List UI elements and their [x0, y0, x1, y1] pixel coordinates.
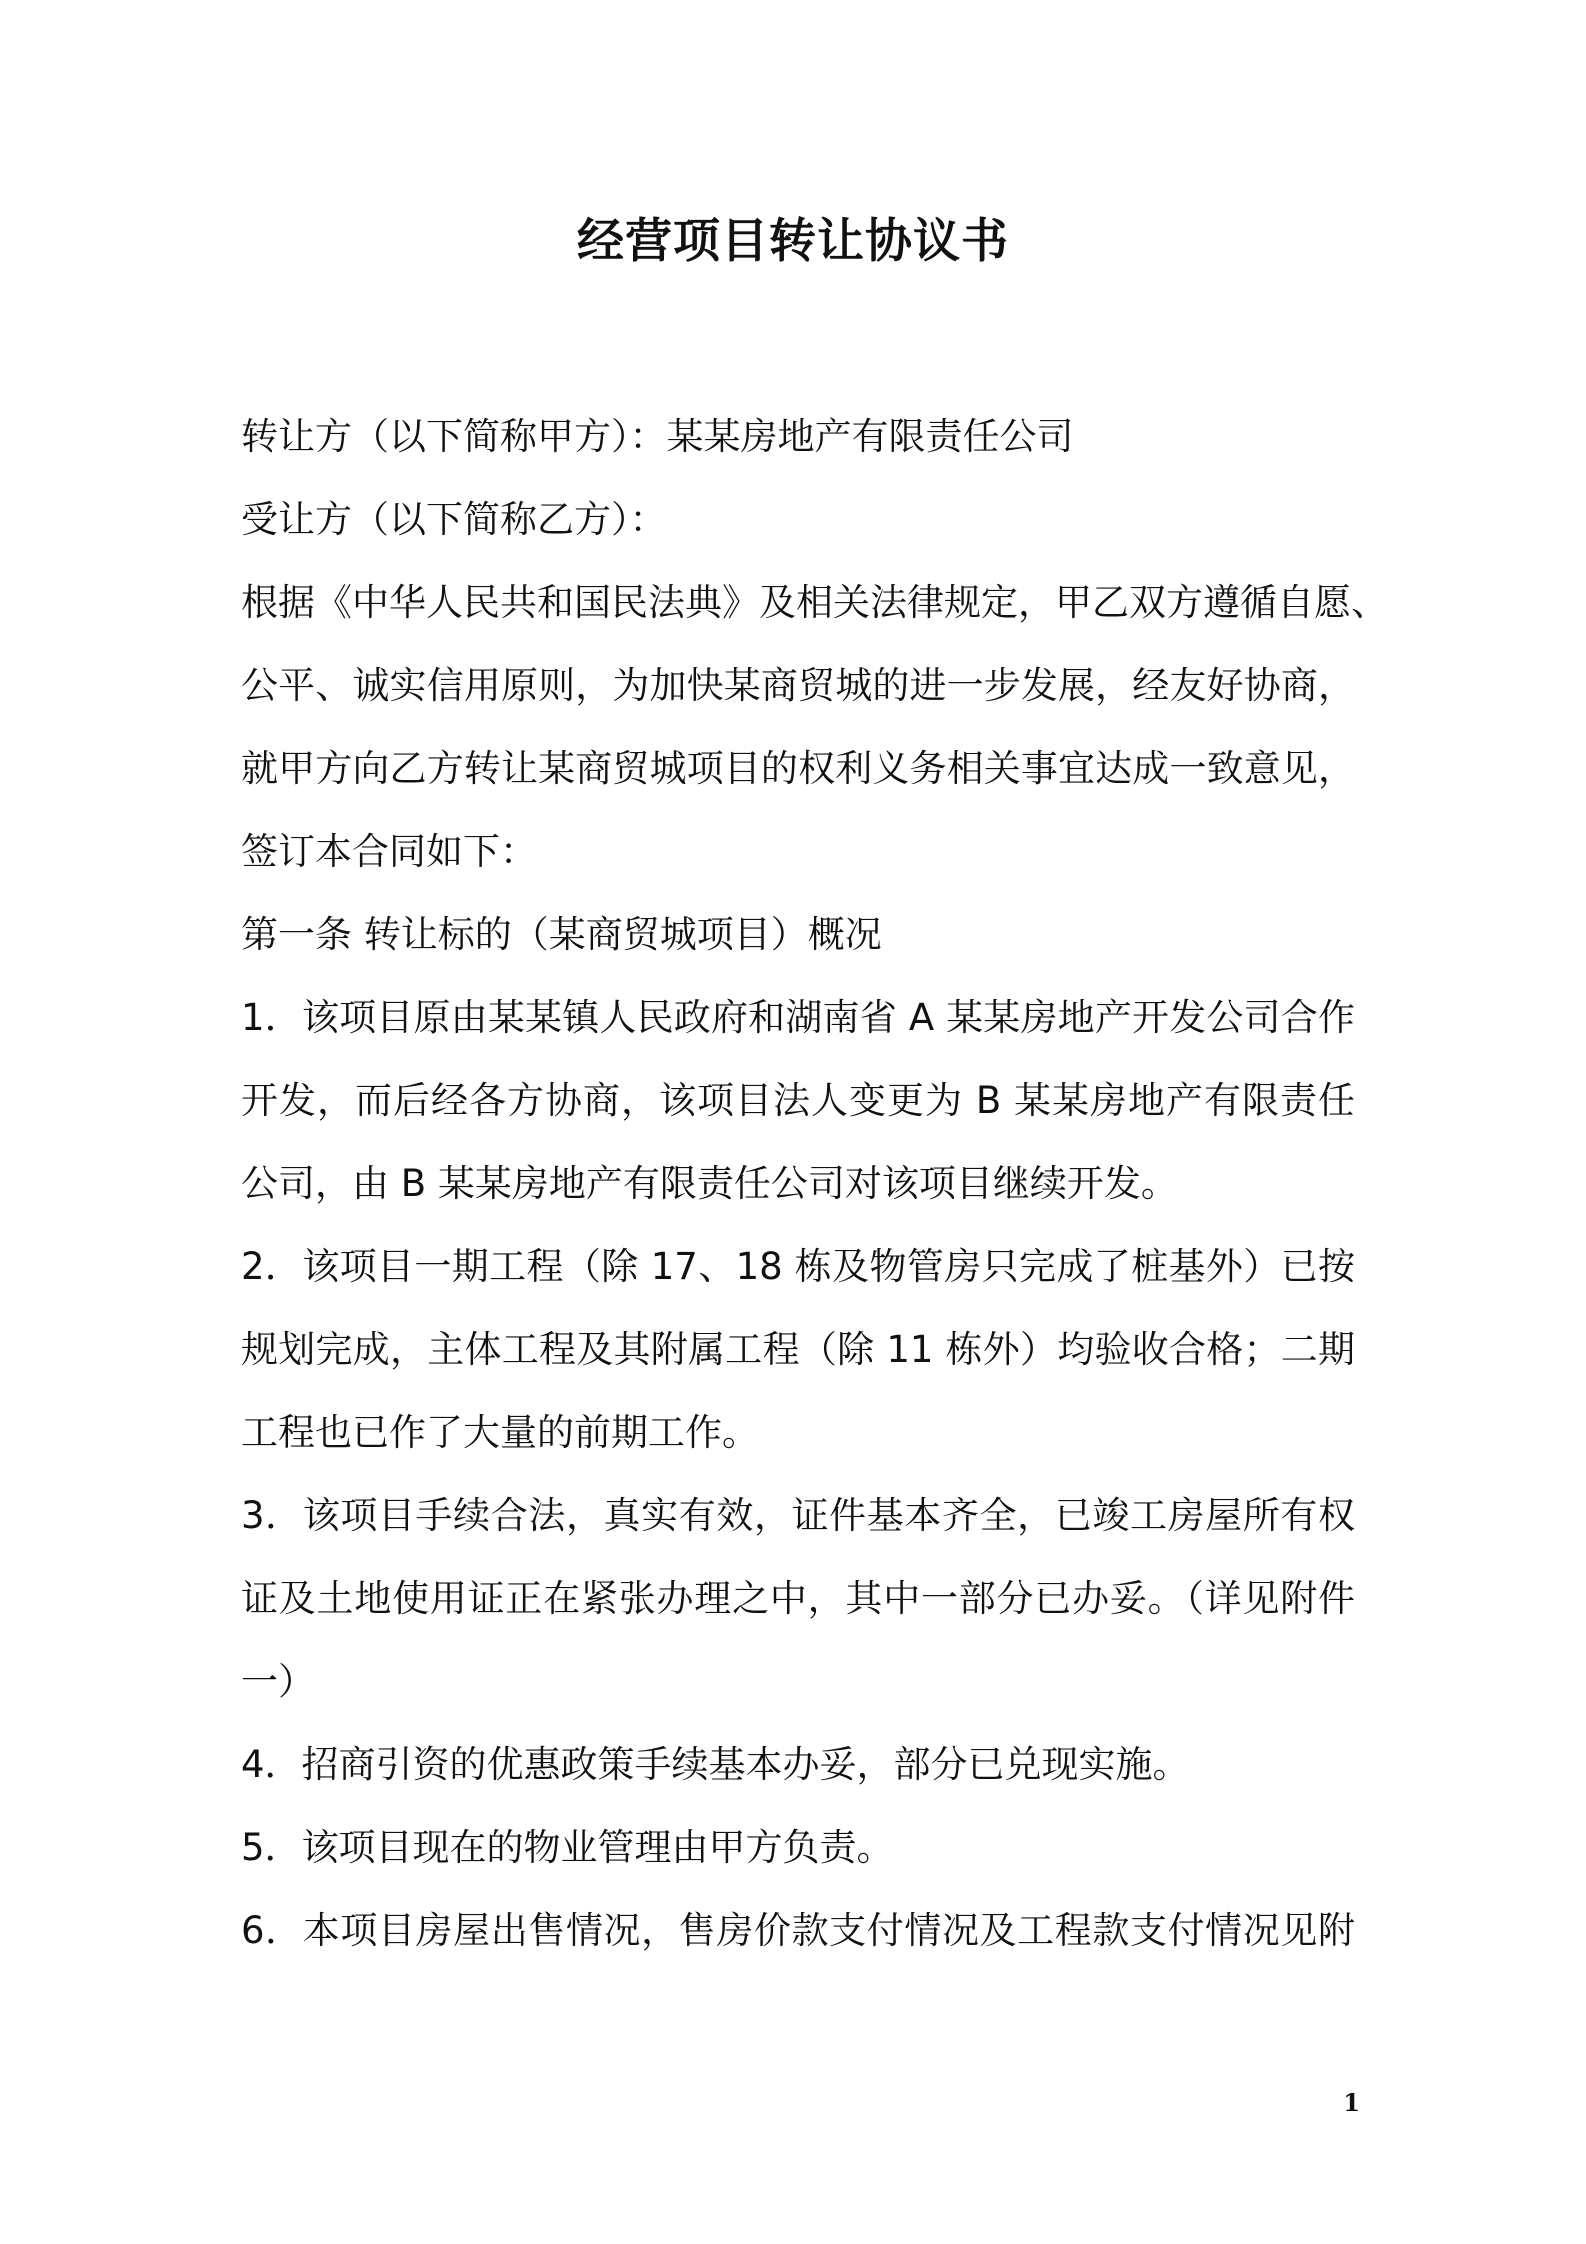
section-heading: 第一条 转让标的（某商贸城项目）概况 — [241, 913, 882, 956]
text-line-transferee: 受让方（以下简称乙方）： — [241, 498, 667, 541]
text-line: 签订本合同如下： — [241, 830, 537, 873]
text-line-transferor: 转让方（以下简称甲方）：某某房地产有限责任公司 — [241, 415, 1074, 458]
text-line: 一） — [241, 1660, 315, 1703]
text-line: 就甲方向乙方转让某商贸城项目的权利义务相关事宜达成一致意见， — [241, 747, 1355, 790]
text-line: 6．本项目房屋出售情况，售房价款支付情况及工程款支付情况见附 — [241, 1909, 1355, 1952]
text-line: 公司，由 B 某某房地产有限责任公司对该项目继续开发。 — [241, 1162, 1178, 1205]
text-line: 5．该项目现在的物业管理由甲方负责。 — [241, 1826, 894, 1869]
text-line: 4．招商引资的优惠政策手续基本办妥，部分已兑现实施。 — [241, 1743, 1190, 1786]
text-line: 公平、诚实信用原则，为加快某商贸城的进一步发展，经友好协商， — [241, 664, 1355, 707]
page-number: 1 — [1343, 2088, 1360, 2117]
text-line: 2．该项目一期工程（除 17、18 栋及物管房只完成了桩基外）已按 — [241, 1245, 1355, 1288]
text-line: 3．该项目手续合法，真实有效，证件基本齐全，已竣工房屋所有权 — [241, 1494, 1355, 1537]
text-line: 开发，而后经各方协商，该项目法人变更为 B 某某房地产有限责任 — [241, 1079, 1355, 1122]
text-line: 规划完成，主体工程及其附属工程（除 11 栋外）均验收合格；二期 — [241, 1328, 1355, 1371]
text-line: 根据《中华人民共和国民法典》及相关法律规定，甲乙双方遵循自愿、 — [241, 581, 1388, 624]
document-title: 经营项目转让协议书 — [577, 214, 1009, 269]
text-line: 工程也已作了大量的前期工作。 — [241, 1411, 759, 1454]
text-line: 证及土地使用证正在紧张办理之中，其中一部分已办妥。（详见附件 — [241, 1577, 1355, 1620]
text-line: 1．该项目原由某某镇人民政府和湖南省 A 某某房地产开发公司合作 — [241, 996, 1355, 1039]
